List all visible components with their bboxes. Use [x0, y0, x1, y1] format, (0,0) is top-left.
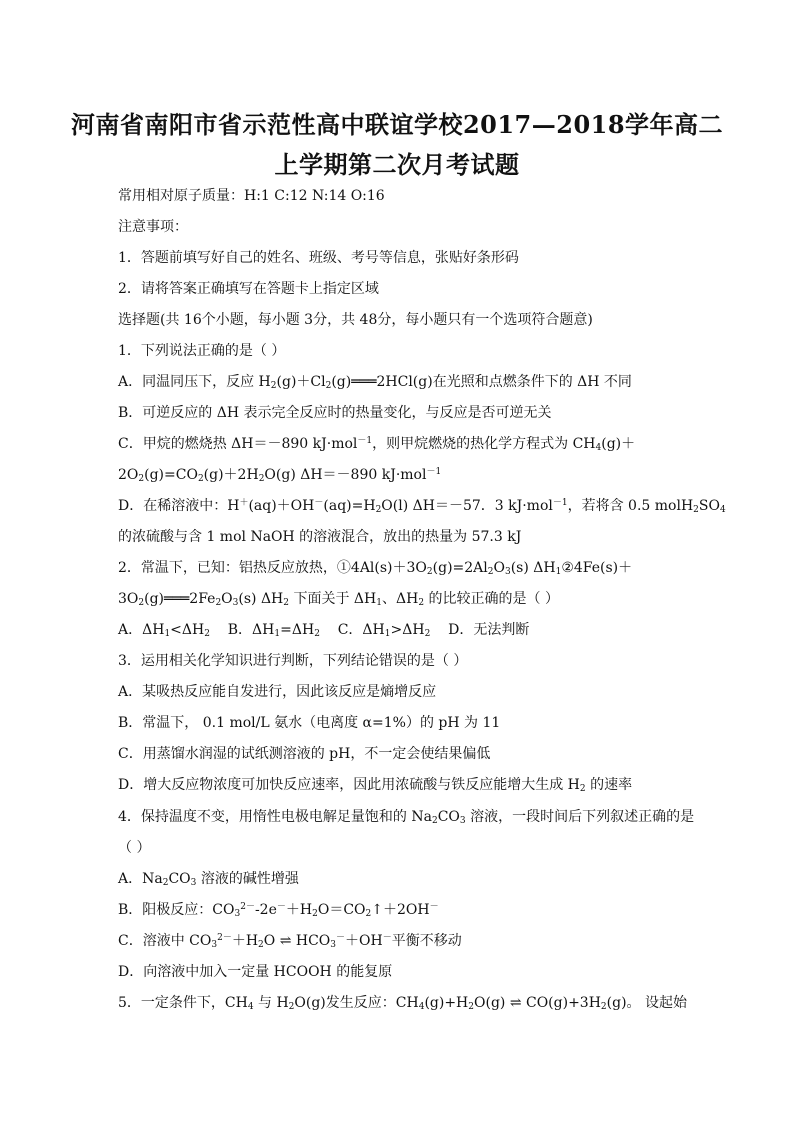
atomic-mass-line: 常用相对原子质量：H:1 C:12 N:14 O:16	[118, 188, 385, 204]
question-4-stem-line-1: 4．保持温度不变，用惰性电极电解足量饱和的 $Na_2CO_3$ 溶液，一段时间后下列叙述正确的是	[118, 809, 695, 826]
question-4-option-b: B．阳极反应：$CO_3^{2-}-2e^-+H_2O=CO_2↑+2OH^-$	[118, 902, 439, 919]
exam-title-line-2: 上学期第二次月考试题	[274, 150, 520, 179]
question-2-stem-line-2: $3O_2(g)═══2Fe_2O_3(s)$ $\Delta H_2$ 下面关于 $\Delta H_1$、$\Delta H_2$ 的比较正确的是（ ）	[118, 591, 559, 608]
question-1-option-b: B．可逆反应的 ΔH 表示完全反应时的热量变化，与反应是否可逆无关	[118, 405, 552, 421]
section-heading: 选择题(共 16个小题，每小题 3分，共 48分，每小题只有一个选项符合题意)	[118, 312, 593, 328]
question-3-option-b: B．常温下， 0.1 mol/L 氨水（电离度 α=1%）的 pH 为 11	[118, 715, 501, 731]
question-2-options: A．$\Delta H_1<\Delta H_2$ B．$\Delta H_1=\Delta H_2$ C．$\Delta H_1>\Delta H_2$ D．无法判断	[118, 622, 530, 639]
question-4-option-d: D．向溶液中加入一定量 HCOOH 的能复原	[118, 964, 393, 980]
question-3-option-c: C．用蒸馏水润湿的试纸测溶液的 pH，不一定会使结果偏低	[118, 746, 491, 762]
notice-item-2: 2．请将答案正确填写在答题卡上指定区域	[118, 281, 379, 297]
question-4-stem-line-2: （ ）	[118, 840, 151, 856]
question-1-option-d-line-2: 的浓硫酸与含 1 mol NaOH 的溶液混合，放出的热量为 57.3 kJ	[118, 529, 522, 545]
question-4-option-a: A．$Na_2CO_3$ 溶液的碱性增强	[118, 871, 299, 888]
question-1-option-c-line-2: $2O_2(g)=CO_2(g)+2H_2O(g)$ ΔH＝－890 kJ·mol$^{-1}$	[118, 467, 442, 484]
notice-heading: 注意事项：	[118, 219, 188, 235]
notice-item-1: 1．答题前填写好自己的姓名、班级、考号等信息，张贴好条形码	[118, 250, 519, 266]
question-3-option-a: A．某吸热反应能自发进行，因此该反应是熵增反应	[118, 684, 437, 700]
question-1-stem: 1．下列说法正确的是（ ）	[118, 343, 286, 359]
question-3-stem: 3．运用相关化学知识进行判断，下列结论错误的是（ ）	[118, 653, 468, 669]
question-5-stem: 5．一定条件下，$CH_4$ 与 $H_2O(g)$发生反应：$CH_4(g)+H_2O(g)$ ⇌ $CO(g)+3H_2(g)$。 设起始	[118, 995, 687, 1012]
question-1-option-d-line-1: D．在稀溶液中：$H^+(aq)+OH^-(aq)=H_2O(l)$ ΔH＝－57．3 kJ·mol$^{-1}$，若将含 0.5 $molH_2SO_4$	[118, 498, 726, 515]
question-1-option-a: A．同温同压下，反应 $H_2(g)+Cl_2(g)═══2HCl(g)$在光照和点燃条件下的 ΔH 不同	[118, 374, 632, 391]
question-1-option-c-line-1: C．甲烷的燃烧热 ΔH＝－890 kJ·mol$^{-1}$，则甲烷燃烧的热化学方程式为 $CH_4(g)+$	[118, 436, 636, 453]
question-3-option-d: D．增大反应物浓度可加快反应速率，因此用浓硫酸与铁反应能增大生成 $H_2$ 的速率	[118, 777, 633, 794]
question-2-stem-line-1: 2．常温下，已知：铝热反应放热，$①4Al(s)+3O_2(g)=2Al_2O_3(s)$ $\Delta H_1②4Fe(s)+$	[118, 560, 633, 577]
exam-title-line-1: 河南省南阳市省示范性高中联谊学校2017—2018学年高二	[70, 110, 724, 139]
question-4-option-c: C．溶液中 $CO_3^{2-}+H_2O$ ⇌ $HCO_3^-+OH^-$平衡不移动	[118, 933, 462, 950]
